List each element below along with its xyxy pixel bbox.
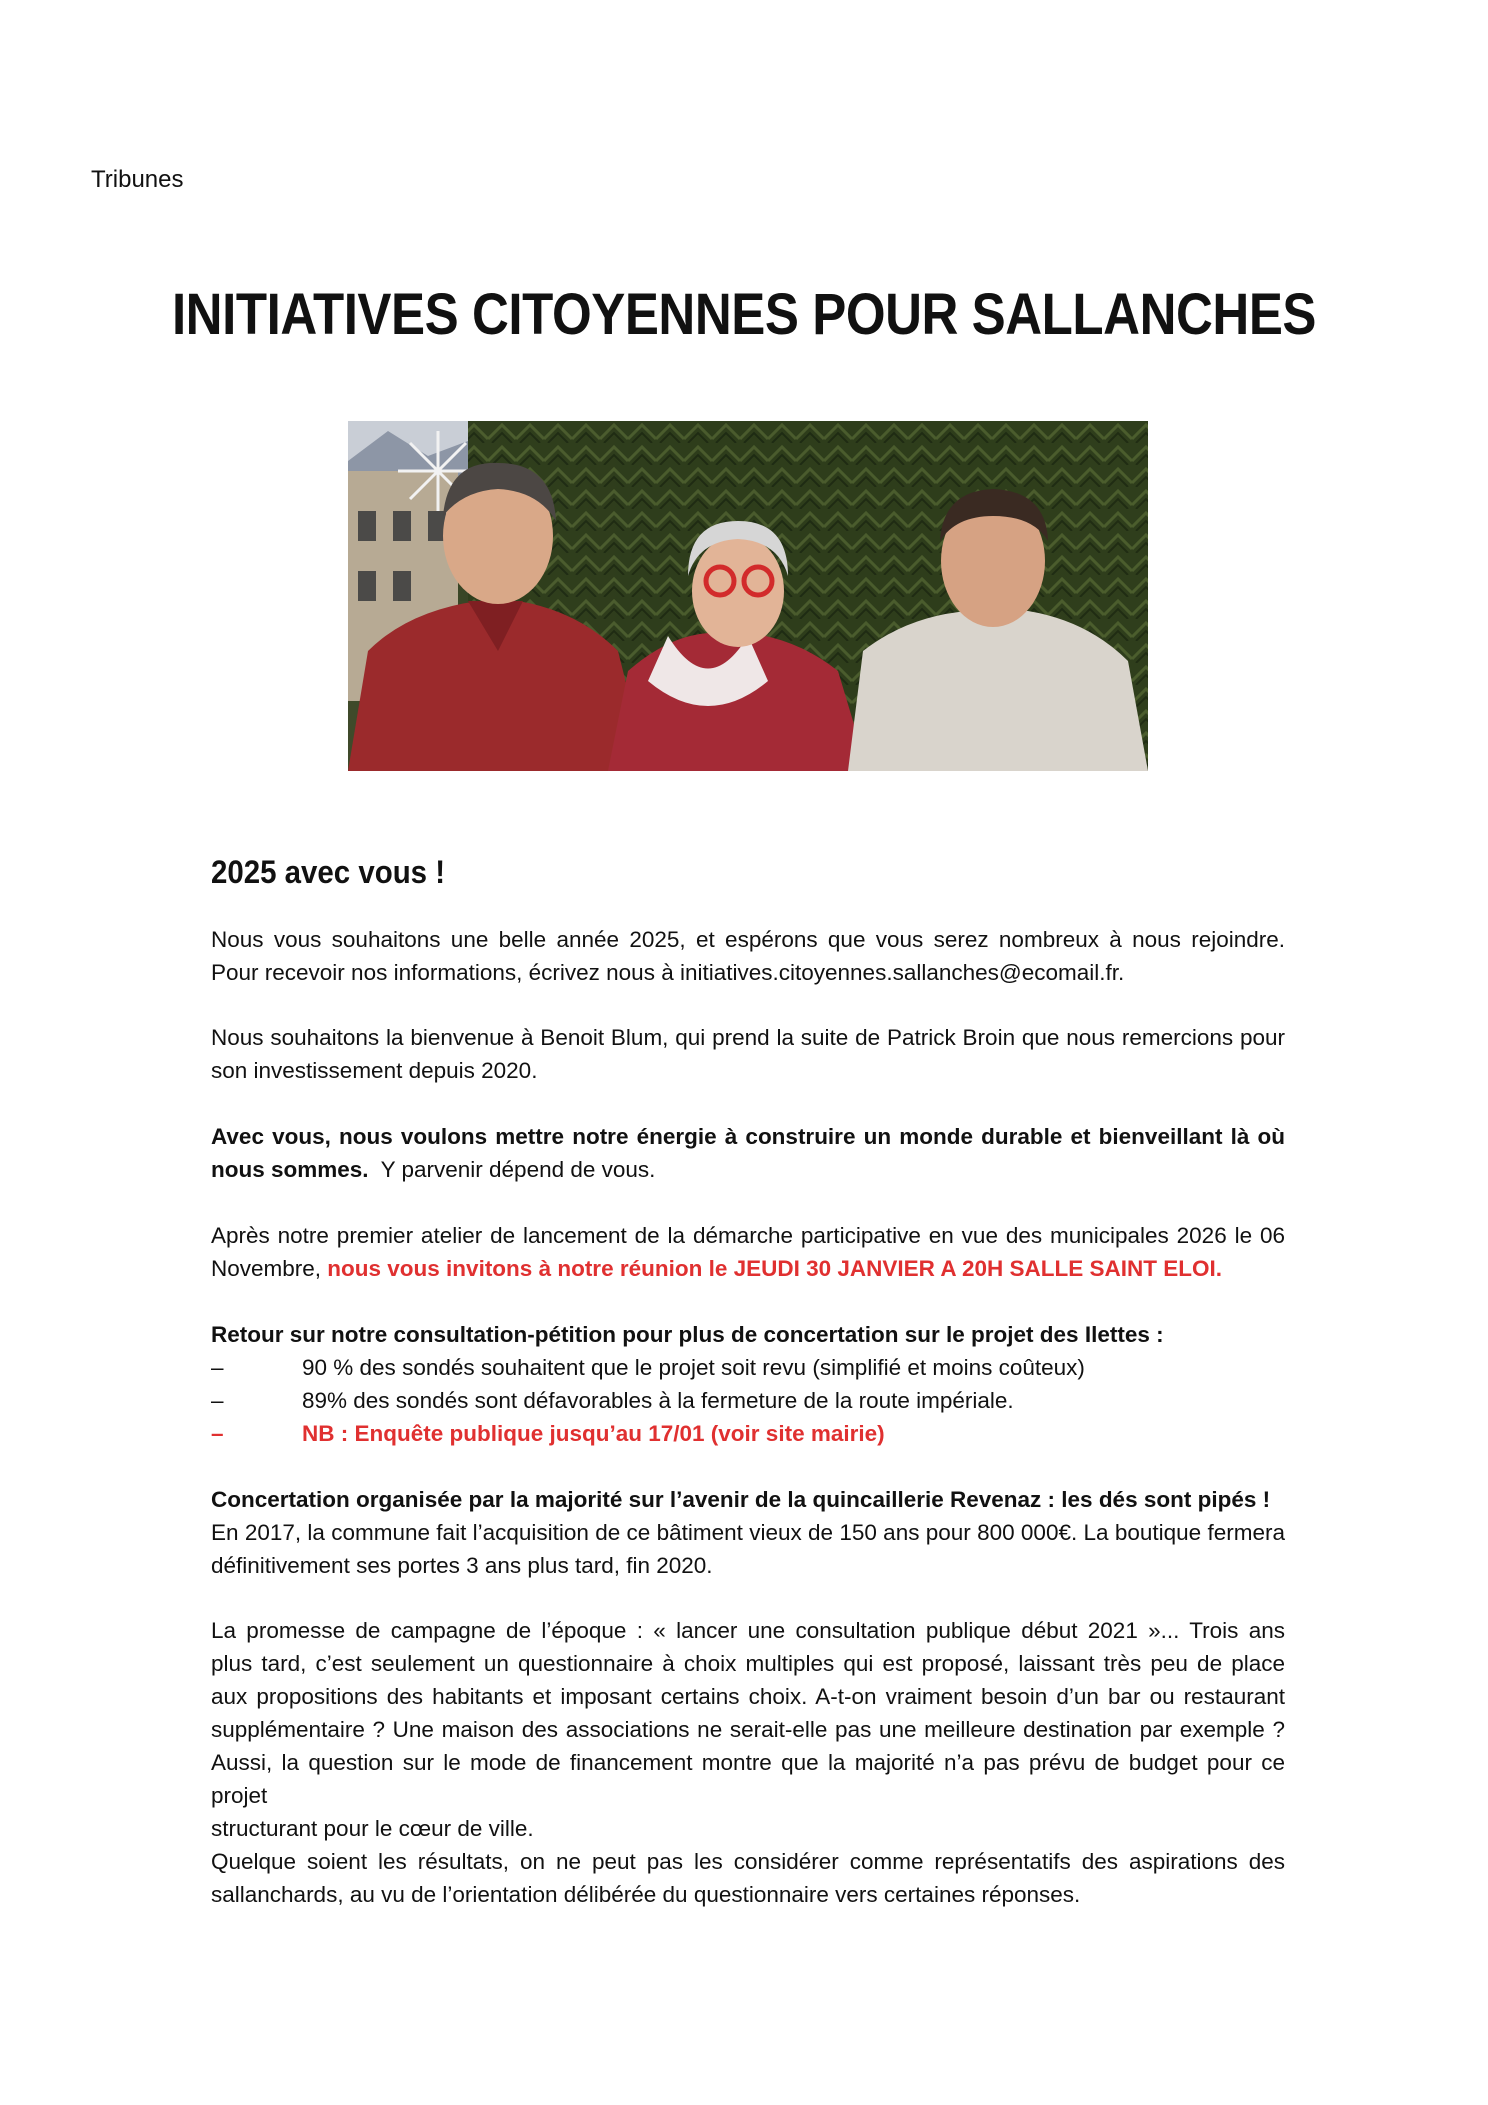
consultation-heading <box>211 1318 1285 1351</box>
list-item <box>211 1417 1285 1450</box>
text-line-bold: Concertation organisée par la majorité sur l’avenir de la quincaillerie Revenaz : les dés sont pipés ! <box>211 1487 1271 1512</box>
text-line: définitivement ses portes 3 ans plus tard, fin 2020. <box>211 1553 713 1578</box>
list-item <box>211 1384 1285 1417</box>
text-line: sallanchards, au vu de l’orientation délibérée du questionnaire vers certaines réponses. <box>211 1882 1081 1907</box>
dash-bullet: – <box>211 1421 224 1446</box>
dash-bullet: – <box>211 1388 224 1413</box>
text-line: Novembre, <box>211 1256 328 1281</box>
text-line: Aussi, la question sur le mode de financement montre que la majorité n’a pas prévu de budget pour ce projet <box>211 1750 1285 1808</box>
paragraph-greetings <box>211 923 1285 989</box>
list-item-text: 89% des sondés sont défavorables à la fermeture de la route impériale. <box>302 1388 1014 1413</box>
list-item-text: NB : Enquête publique jusqu’au 17/01 (voir site mairie) <box>302 1421 885 1446</box>
group-photo-image <box>348 421 1148 771</box>
text-line: plus tard, c’est seulement un questionnaire à choix multiples qui est proposé, laissant très peu de place <box>211 1651 1285 1676</box>
text-line: En 2017, la commune fait l’acquisition de ce bâtiment vieux de 150 ans pour 800 000€. La boutique fermera <box>211 1520 1285 1545</box>
dash-bullet: – <box>211 1355 224 1380</box>
text-line: Quelque soient les résultats, on ne peut pas les considérer comme représentatifs des aspirations des <box>211 1849 1285 1874</box>
paragraph-conclusion <box>211 1845 1285 1911</box>
paragraph-welcome <box>211 1021 1285 1087</box>
text-bold: nous sommes. <box>211 1157 369 1182</box>
text-line-bold: Retour sur notre consultation-pétition pour plus de concertation sur le projet des Ilettes : <box>211 1322 1164 1347</box>
paragraph-promise <box>211 1614 1285 1845</box>
section-label: Tribunes <box>91 166 184 193</box>
text-line: aux propositions des habitants et imposant certains choix. A-t-on vraiment besoin d’un bar ou restaurant <box>211 1684 1285 1709</box>
text-line: Nous vous souhaitons une belle année 2025, et espérons que vous serez nombreux à nous rejoindre. <box>211 927 1285 952</box>
text-line: Pour recevoir nos informations, écrivez nous à initiatives.citoyennes.sallanches@ecomail.fr. <box>211 960 1125 985</box>
paragraph-meeting <box>211 1219 1285 1285</box>
list-item-text: 90 % des sondés souhaitent que le projet soit revu (simplifié et moins coûteux) <box>302 1355 1085 1380</box>
text-line: Y parvenir dépend de vous. <box>368 1157 656 1182</box>
text-line: supplémentaire ? Une maison des associations ne serait-elle pas une meilleure destination par exemple ? <box>211 1717 1285 1742</box>
page-title: INITIATIVES CITOYENNES POUR SALLANCHES <box>171 282 1317 347</box>
text-line: Après notre premier atelier de lancement de la démarche participative en vue des municipales 2026 le 06 <box>211 1223 1285 1248</box>
text-line-bold: Avec vous, nous voulons mettre notre énergie à construire un monde durable et bienveillant là où <box>211 1124 1285 1149</box>
text-line: son investissement depuis 2020. <box>211 1058 538 1083</box>
article-subheading: 2025 avec vous ! <box>211 854 446 890</box>
group-photo <box>348 421 1148 771</box>
text-line: La promesse de campagne de l’époque : « lancer une consultation publique début 2021 »... Trois ans <box>211 1618 1285 1643</box>
list-item <box>211 1351 1285 1384</box>
paragraph-revenaz <box>211 1483 1285 1582</box>
meeting-announcement: nous vous invitons à notre réunion le JEUDI 30 JANVIER A 20H SALLE SAINT ELOI. <box>327 1256 1223 1281</box>
paragraph-energy <box>211 1120 1285 1186</box>
text-line: structurant pour le cœur de ville. <box>211 1816 534 1841</box>
text-line: Nous souhaitons la bienvenue à Benoit Blum, qui prend la suite de Patrick Broin que nous remercions pour <box>211 1025 1285 1050</box>
